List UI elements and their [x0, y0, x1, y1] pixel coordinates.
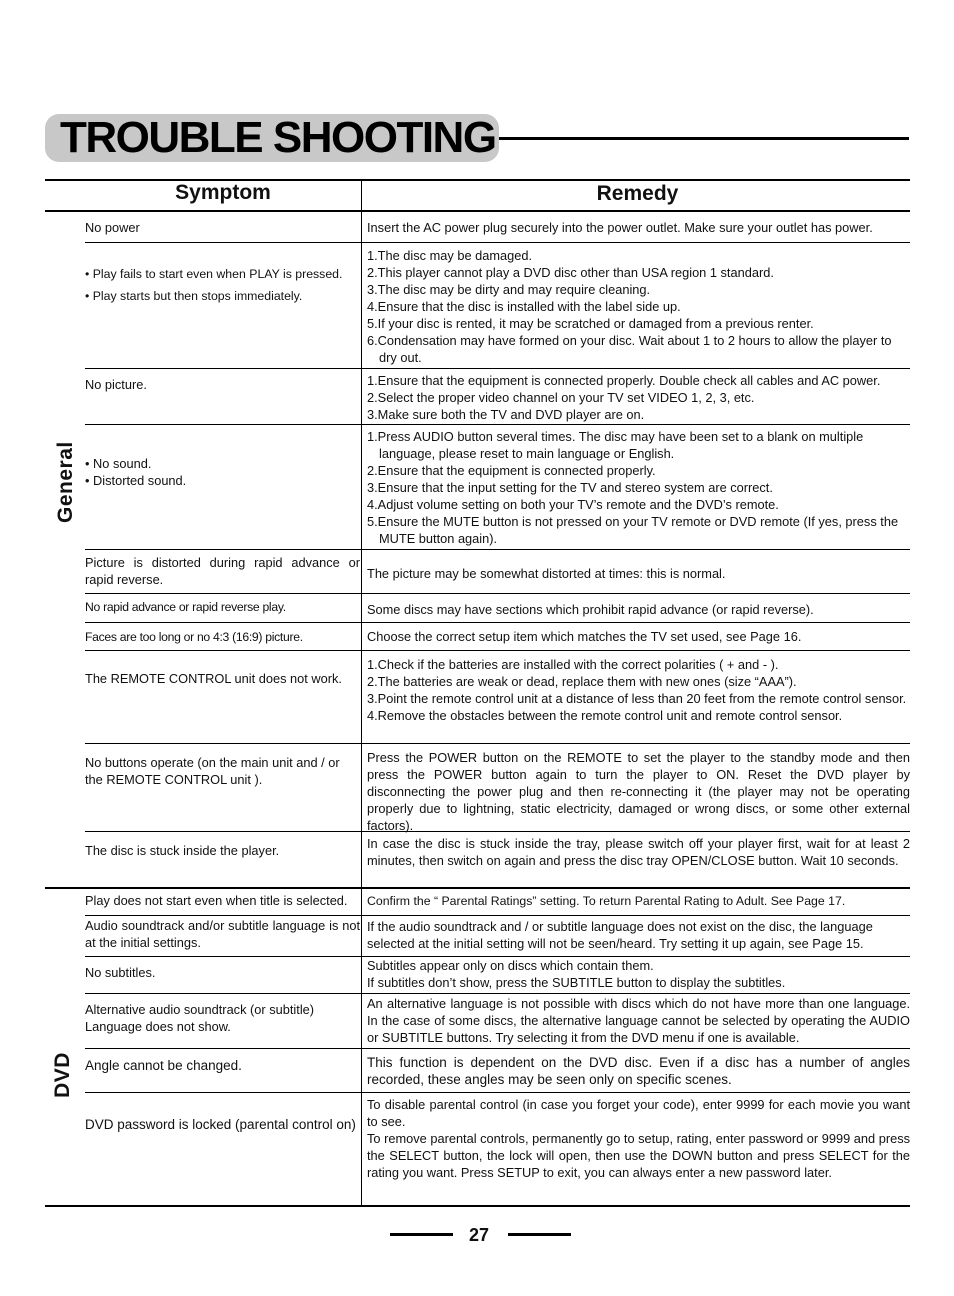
remedy-text: If subtitles don’t show, press the SUBTITLE button to display the subtitles.	[367, 975, 786, 990]
remedy-cell	[367, 749, 910, 834]
remedy-cell	[367, 893, 910, 910]
symptom-text: Audio soundtrack and/or subtitle language is not at the initial settings.	[85, 918, 360, 950]
symptom-cell	[85, 964, 360, 981]
remedy-text: 3.Point the remote control unit at a distance of less than 20 feet from the remote control sensor.	[367, 691, 907, 706]
remedy-text: 2.Select the proper video channel on your TV set VIDEO 1, 2, 3, etc.	[367, 390, 755, 405]
remedy-cell	[367, 601, 910, 618]
symptom-text: Alternative audio soundtrack (or subtitle) Language does not show.	[85, 1002, 315, 1034]
remedy-cell	[367, 957, 910, 991]
symptom-cell	[85, 455, 360, 489]
symptom-cell	[85, 842, 360, 859]
remedy-text: Insert the AC power plug securely into the power outlet. Make sure your outlet has power.	[367, 220, 873, 235]
remedy-text: Confirm the “ Parental Ratings” setting. To return Parental Rating to Adult. See Page 17.	[367, 894, 846, 908]
row-rule	[85, 743, 910, 744]
remedy-cell	[367, 247, 910, 366]
symptom-text: DVD password is locked (parental control on)	[85, 1117, 356, 1132]
remedy-text: 4.Remove the obstacles between the remote control unit and remote control sensor.	[367, 708, 843, 723]
remedy-text: 3.Make sure both the TV and DVD player are on.	[367, 407, 645, 422]
symptom-cell	[85, 263, 360, 307]
section-label-dvd: DVD	[51, 1052, 74, 1098]
remedy-text: This function is dependent on the DVD disc. Even if a disc has a number of angles recorded, these angles may be seen only on specific scenes.	[367, 1055, 910, 1087]
remedy-text: Subtitles appear only on discs which contain them.	[367, 958, 654, 973]
row-rule	[85, 1048, 910, 1049]
symptom-text: Picture is distorted during rapid advance or rapid reverse.	[85, 555, 360, 587]
remedy-text: An alternative language is not possible with discs which do not have more than one language. In the case of some discs, the alternative language cannot be selected by operating the AUDIO or SUBTITLE buttons. Try selecting it from the DVD menu if one is available.	[367, 996, 910, 1045]
remedy-text: 2.Ensure that the equipment is connected properly.	[367, 463, 656, 478]
symptom-cell	[85, 1116, 360, 1133]
remedy-text: 1.Check if the batteries are installed with the correct polarities ( + and - ).	[367, 657, 779, 672]
row-rule	[85, 424, 910, 425]
column-divider	[361, 179, 362, 1206]
remedy-header: Remedy	[596, 182, 679, 205]
row-rule	[85, 622, 910, 623]
remedy-text: 5.If your disc is rented, it may be scratched or damaged from a previous renter.	[367, 316, 814, 331]
remedy-text: To disable parental control (in case you forget your code), enter 9999 for each movie you want to see.	[367, 1097, 910, 1129]
remedy-cell	[367, 628, 910, 645]
symptom-text: No picture.	[85, 377, 147, 392]
remedy-text: Choose the correct setup item which matches the TV set used, see Page 16.	[367, 629, 802, 644]
troubleshooting-table	[45, 179, 910, 1207]
remedy-cell	[367, 372, 910, 423]
symptom-text: • Play starts but then stops immediately.	[85, 289, 303, 303]
symptom-header: Symptom	[175, 181, 271, 204]
symptom-text: No buttons operate (on the main unit and / or the REMOTE CONTROL unit ).	[85, 755, 340, 787]
remedy-text: Some discs may have sections which prohibit rapid advance (or rapid reverse).	[367, 602, 814, 617]
symptom-text: The disc is stuck inside the player.	[85, 843, 280, 858]
remedy-text: 5.Ensure the MUTE button is not pressed on your TV remote or DVD remote (If yes, press the MUTE button again).	[367, 514, 899, 546]
symptom-text: No subtitles.	[85, 965, 156, 980]
symptom-cell	[85, 892, 360, 909]
remedy-text: 6.Condensation may have formed on your disc. Wait about 1 to 2 hours to allow the player to dry out.	[367, 333, 892, 365]
remedy-text: 1.The disc may be damaged.	[367, 248, 533, 263]
page-title: TROUBLE SHOOTING	[60, 113, 496, 162]
row-rule	[85, 915, 910, 916]
remedy-text: 2.This player cannot play a DVD disc other than USA region 1 standard.	[367, 265, 774, 280]
table-bottom-rule	[45, 1205, 910, 1207]
remedy-text: 1.Ensure that the equipment is connected properly. Double check all cables and AC power.	[367, 373, 881, 388]
symptom-text: • No sound.	[85, 456, 152, 471]
row-rule	[85, 593, 910, 594]
symptom-text: • Distorted sound.	[85, 473, 187, 488]
remedy-cell	[367, 219, 910, 236]
remedy-cell	[367, 428, 910, 547]
page-number-rule-left	[390, 1233, 453, 1236]
symptom-text: Faces are too long or no 4:3 (16:9) picture.	[85, 630, 303, 644]
page-number: 27	[468, 1225, 490, 1245]
symptom-cell	[85, 1001, 360, 1035]
row-rule	[85, 242, 910, 243]
row-rule	[85, 368, 910, 369]
remedy-text: Press the POWER button on the REMOTE to set the player to the standby mode and then press the POWER button again to turn the player to ON. Reset the DVD player by disconnecting the power plug and then re-connecting it (the player may not be operating properly due to lightning, static electricity, damaged or wrong discs, or some other external factors).	[367, 750, 910, 833]
remedy-text: To remove parental controls, permanently go to setup, rating, enter password or 9999 and press the SELECT button, the lock will open, then use the DOWN button and press SELECT for the rating you want. Press SETUP to exit, you can always enter a new password later.	[367, 1131, 910, 1180]
symptom-text: The REMOTE CONTROL unit does not work.	[85, 671, 342, 686]
section-label-general: General	[54, 441, 77, 523]
symptom-text: • Play fails to start even when PLAY is pressed.	[85, 267, 343, 281]
symptom-cell	[85, 376, 360, 393]
symptom-cell	[85, 754, 360, 788]
row-rule	[85, 993, 910, 994]
row-rule	[85, 1092, 910, 1093]
remedy-text: 3.The disc may be dirty and may require cleaning.	[367, 282, 651, 297]
page-number-rule-right	[508, 1233, 571, 1236]
title-rule	[499, 137, 909, 140]
remedy-text: 3.Ensure that the input setting for the TV and stereo system are correct.	[367, 480, 773, 495]
remedy-text: In case the disc is stuck inside the tray, please switch off your player first, wait for at least 2 minutes, then switch on again and press the disc tray OPEN/CLOSE button. Wait 10 seconds.	[367, 836, 910, 868]
remedy-cell	[367, 1054, 910, 1088]
remedy-text: If the audio soundtrack and / or subtitle language does not exist on the disc, the language selected at the initial setting will not be seen/heard. Try setting it up again, see Page 15.	[367, 919, 873, 951]
remedy-cell	[367, 565, 910, 582]
remedy-cell	[367, 1096, 910, 1181]
remedy-text: The picture may be somewhat distorted at times: this is normal.	[367, 566, 726, 581]
remedy-cell	[367, 995, 910, 1046]
symptom-cell	[85, 219, 360, 236]
symptom-text: No power	[85, 220, 140, 235]
symptom-cell	[85, 670, 360, 687]
remedy-text: 1.Press AUDIO button several times. The disc may have been set to a blank on multiple language, please reset to main language or English.	[367, 429, 864, 461]
remedy-cell	[367, 918, 910, 952]
remedy-text: 4.Adjust volume setting on both your TV’s remote and the DVD’s remote.	[367, 497, 779, 512]
symptom-cell	[85, 917, 360, 951]
symptom-cell	[85, 599, 360, 616]
row-rule	[85, 549, 910, 550]
remedy-text: 2.The batteries are weak or dead, replace them with new ones (size “AAA”).	[367, 674, 797, 689]
symptom-cell	[85, 629, 360, 646]
remedy-cell	[367, 656, 910, 724]
symptom-cell	[85, 1057, 360, 1074]
symptom-text: Play does not start even when title is selected.	[85, 893, 348, 908]
symptom-text: Angle cannot be changed.	[85, 1058, 242, 1073]
remedy-cell	[367, 835, 910, 869]
header-bottom-rule	[45, 210, 910, 212]
symptom-cell	[85, 554, 360, 588]
remedy-text: 4.Ensure that the disc is installed with the label side up.	[367, 299, 681, 314]
section-divider	[45, 887, 910, 889]
row-rule	[85, 650, 910, 651]
symptom-text: No rapid advance or rapid reverse play.	[85, 600, 286, 614]
